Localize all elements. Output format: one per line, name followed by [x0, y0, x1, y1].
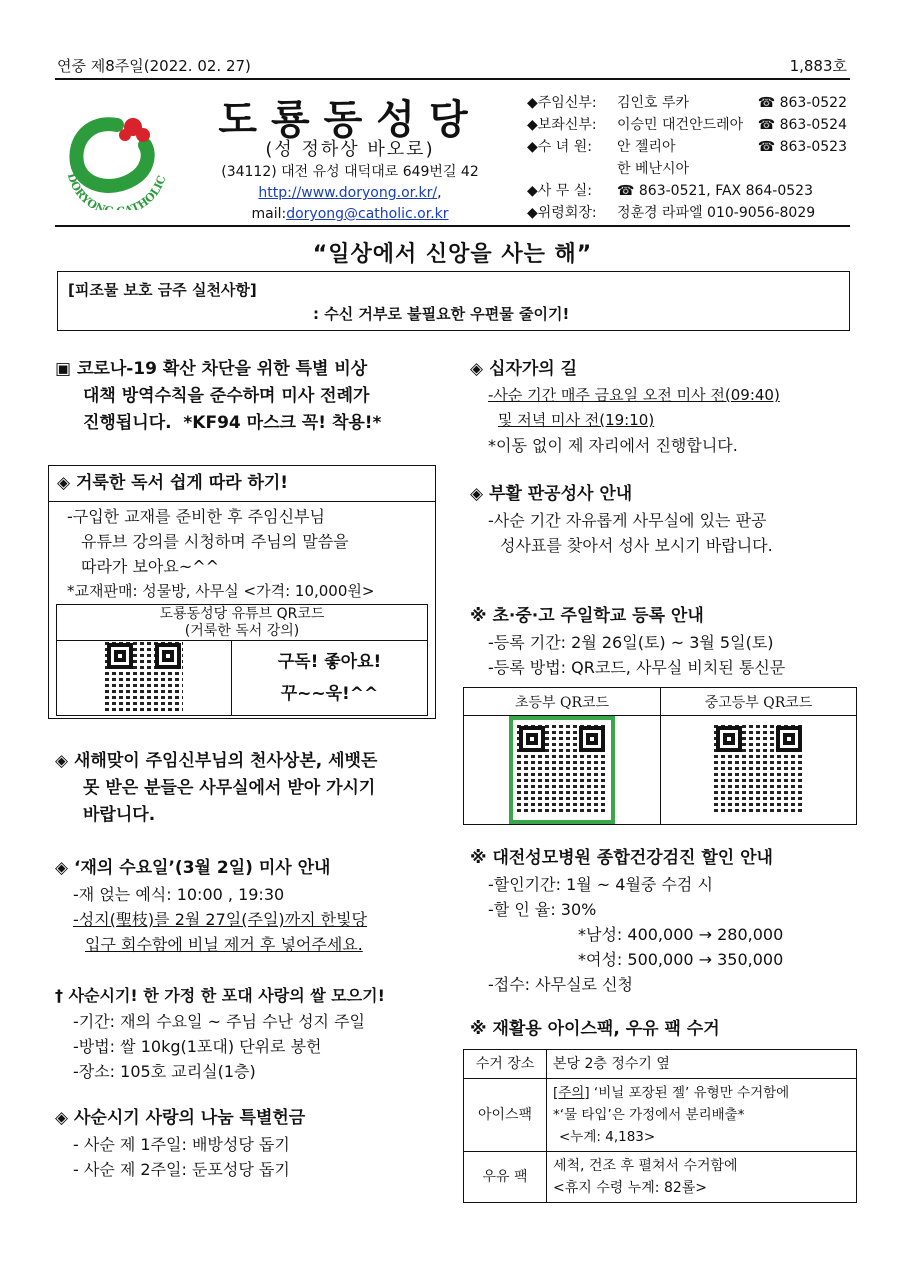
- website-link[interactable]: http://www.doryong.or.kr/: [258, 185, 438, 201]
- patron-saint: (성 정하상 바오로): [265, 139, 435, 160]
- header-top-rule: [55, 78, 850, 80]
- contact-value: 이승민 대건안드레아: [617, 117, 744, 133]
- contact-row: [527, 114, 847, 136]
- reading-line: 유튜브 강의를 시청하며 주님의 말씀을: [81, 532, 349, 551]
- school-qr-table: [463, 687, 857, 825]
- cross-line: *이동 없이 제 자리에서 진행합니다.: [488, 436, 738, 455]
- postal-address: (34112) 대전 유성 대덕대로 649번길 42: [221, 164, 479, 180]
- hospital-female-price: *여성: 500,000 → 350,000: [578, 950, 784, 969]
- cross-line: -사순 기간 매주 금요일 오전 미사 전(09:40): [488, 386, 780, 404]
- contact-value: 한 베난시아: [617, 161, 690, 177]
- place-value: 본당 2층 정수기 옆: [547, 1050, 857, 1079]
- section-title: ◈ ‘재의 수요일’(3월 2일) 미사 안내: [55, 858, 331, 878]
- recycle-table: [463, 1049, 857, 1203]
- contact-label: [527, 158, 617, 180]
- contact-row: [527, 92, 847, 114]
- place-label: 수거 장소: [464, 1050, 547, 1079]
- elementary-qr-frame: [509, 716, 615, 824]
- offering-line: - 사순 제 2주일: 둔포성당 돕기: [73, 1160, 290, 1179]
- youtube-qr-table: [56, 604, 428, 716]
- confession-notice: [470, 481, 855, 558]
- mail-prefix: mail:: [251, 206, 287, 222]
- section-title: ※ 대전성모병원 종합건강검진 할인 안내: [470, 848, 773, 868]
- qr-subtitle: (거룩한 독서 강의): [184, 622, 300, 639]
- mask-notice: *KF94 마스크 꼭! 착용!*: [183, 413, 382, 433]
- issue-date: 연중 제8주일(2022. 02. 27): [57, 57, 251, 75]
- issue-bar: [57, 55, 847, 76]
- subscribe-cheer: 구독! 좋아요!: [277, 652, 382, 672]
- rice-collection-notice: [55, 982, 450, 1084]
- icepack-total: <누계: 4,183>: [559, 1129, 656, 1145]
- ash-line: -재 얹는 예식: 10:00 , 19:30: [73, 885, 285, 904]
- contact-row: [527, 202, 847, 224]
- year-theme: “일상에서 신앙을 사는 해”: [312, 242, 593, 267]
- church-name: 도룡동성당: [218, 97, 482, 143]
- reading-line: -구입한 교재를 준비한 후 주임신부님: [67, 507, 325, 526]
- milkpack-total: <휴지 수령 누계: 82롤>: [553, 1180, 708, 1196]
- header-bottom-rule: [55, 225, 850, 227]
- lent-offering-notice: [55, 1105, 445, 1182]
- contact-value: 안 젤리아: [617, 139, 676, 155]
- contact-label: ◆수 녀 원:: [527, 139, 592, 155]
- address-block: [190, 162, 510, 225]
- reading-line: 따라가 보아요~^^: [81, 557, 220, 576]
- contact-row: [527, 180, 847, 202]
- caution-mark: [주의]: [553, 1085, 590, 1101]
- offering-line: - 사순 제 1주일: 배방성당 돕기: [73, 1135, 290, 1154]
- ash-wednesday-notice: [55, 855, 445, 957]
- issue-number: 1,883호: [789, 57, 847, 75]
- textbook-price: *교재판매: 성물방, 사무실 <가격: 10,000원>: [67, 582, 375, 600]
- contact-phone: ☎ 863-0522: [757, 95, 847, 111]
- church-logo: [55, 105, 175, 210]
- covid-line: 대책 방역수칙을 준수하며 미사 전례가: [83, 386, 370, 406]
- contact-value: 정훈경 라파엘 010-9056-8029: [617, 205, 816, 221]
- hospital-line: -할 인 율: 30%: [488, 900, 597, 919]
- section-title: ◈ 부활 판공성사 안내: [470, 484, 633, 504]
- rice-line: -방법: 쌀 10kg(1포대) 단위로 봉헌: [73, 1037, 322, 1056]
- rice-line: -장소: 105호 교리실(1층): [73, 1062, 256, 1081]
- cross-line: 및 저녁 미사 전(19:10): [498, 411, 655, 429]
- school-line: -등록 방법: QR코드, 사무실 비치된 통신문: [488, 658, 786, 677]
- contact-phone: ☎ 863-0524: [757, 117, 847, 133]
- icepack-line: *‘물 타입’은 가정에서 분리배출*: [553, 1107, 745, 1123]
- icepack-label: 아이스팩: [464, 1079, 547, 1152]
- ash-line: 입구 회수함에 비닐 제거 후 넣어주세요.: [85, 935, 363, 954]
- elementary-qr-code[interactable]: [517, 724, 607, 812]
- elementary-qr-label: 초등부 QR코드: [464, 688, 661, 716]
- website-suffix: ,: [437, 185, 442, 201]
- section-title: ◈ 거룩한 독서 쉽게 따라 하기!: [49, 466, 435, 502]
- school-line: -등록 기간: 2월 26일(토) ~ 3월 5일(토): [488, 633, 774, 652]
- middle-high-qr-code[interactable]: [714, 724, 804, 812]
- recycle-title: ※ 재활용 아이스팩, 우유 팩 수거: [470, 1019, 720, 1039]
- sunday-school-notice: [470, 603, 855, 680]
- confession-line: -사순 기간 자유롭게 사무실에 있는 판공: [488, 511, 767, 530]
- section-title: † 사순시기! 한 가정 한 포대 사랑의 쌀 모으기!: [55, 986, 385, 1005]
- hospital-line: -접수: 사무실로 신청: [488, 975, 633, 994]
- confession-line: 성사표를 찾아서 성사 보시기 바랍니다.: [500, 536, 773, 555]
- contact-value: ☎ 863-0521, FAX 864-0523: [617, 183, 813, 199]
- contact-row: [527, 136, 847, 158]
- contact-value: 김인호 루카: [617, 95, 690, 111]
- hospital-male-price: *남성: 400,000 → 280,000: [578, 925, 784, 944]
- contact-row: [527, 158, 847, 180]
- contact-label: ◆위령회장:: [527, 205, 597, 221]
- icepack-line: ‘비닐 포장된 젤’ 유형만 수거함에: [589, 1085, 790, 1101]
- milkpack-line: 세척, 건조 후 펼쳐서 수거함에: [553, 1158, 738, 1174]
- youtube-qr-code[interactable]: [105, 641, 183, 711]
- covid-line: 진행됩니다.: [83, 413, 172, 433]
- qr-title: 도룡동성당 유튜브 QR코드: [159, 605, 325, 622]
- newyear-line: ◈ 새해맞이 주임신부님의 천사상본, 세뱃돈: [55, 751, 378, 771]
- hospital-checkup-notice: [470, 845, 855, 997]
- notice-title: [피조물 보호 금주 실천사항]: [68, 281, 257, 299]
- hospital-line: -할인기간: 1월 ~ 4월중 수검 시: [488, 875, 713, 894]
- mail-link[interactable]: doryong@catholic.or.kr: [286, 206, 449, 222]
- notice-body: : 수신 거부로 불필요한 우편물 줄이기!: [313, 305, 570, 323]
- section-title: ※ 초·중·고 주일학교 등록 안내: [470, 606, 704, 626]
- section-title: ◈ 사순시기 사랑의 나눔 특별헌금: [55, 1108, 306, 1128]
- contact-label: ◆보좌신부:: [527, 117, 597, 133]
- milkpack-label: 우유 팩: [464, 1152, 547, 1203]
- ash-line: -성지(聖枝)를 2월 27일(주일)까지 한빛당: [73, 910, 368, 929]
- section-title: ◈ 십자가의 길: [470, 359, 578, 379]
- rice-line: -기간: 재의 수요일 ~ 주님 수난 성지 주일: [73, 1012, 366, 1031]
- newyear-notice: [55, 748, 445, 829]
- middle-high-qr-label: 중고등부 QR코드: [661, 688, 857, 716]
- contact-phone: [747, 158, 847, 180]
- newyear-line: 바랍니다.: [83, 805, 156, 825]
- contact-label: ◆주임신부:: [527, 95, 597, 111]
- contact-label: ◆사 무 실:: [527, 183, 592, 199]
- stations-of-cross-notice: [470, 356, 855, 458]
- creation-notice-box: [57, 271, 850, 331]
- contact-phone: ☎ 863-0523: [757, 139, 847, 155]
- subscribe-cheer: 꾸~~욱!^^: [280, 684, 379, 704]
- logo-text: DORYON THOLIC: [64, 171, 169, 210]
- covid-line: ▣ 코로나-19 확산 차단을 위한 특별 비상: [55, 359, 368, 379]
- newyear-line: 못 받은 분들은 사무실에서 받아 가시기: [83, 778, 376, 798]
- covid-notice: [55, 356, 440, 437]
- holy-reading-box: [48, 465, 436, 719]
- contact-list: [527, 92, 847, 224]
